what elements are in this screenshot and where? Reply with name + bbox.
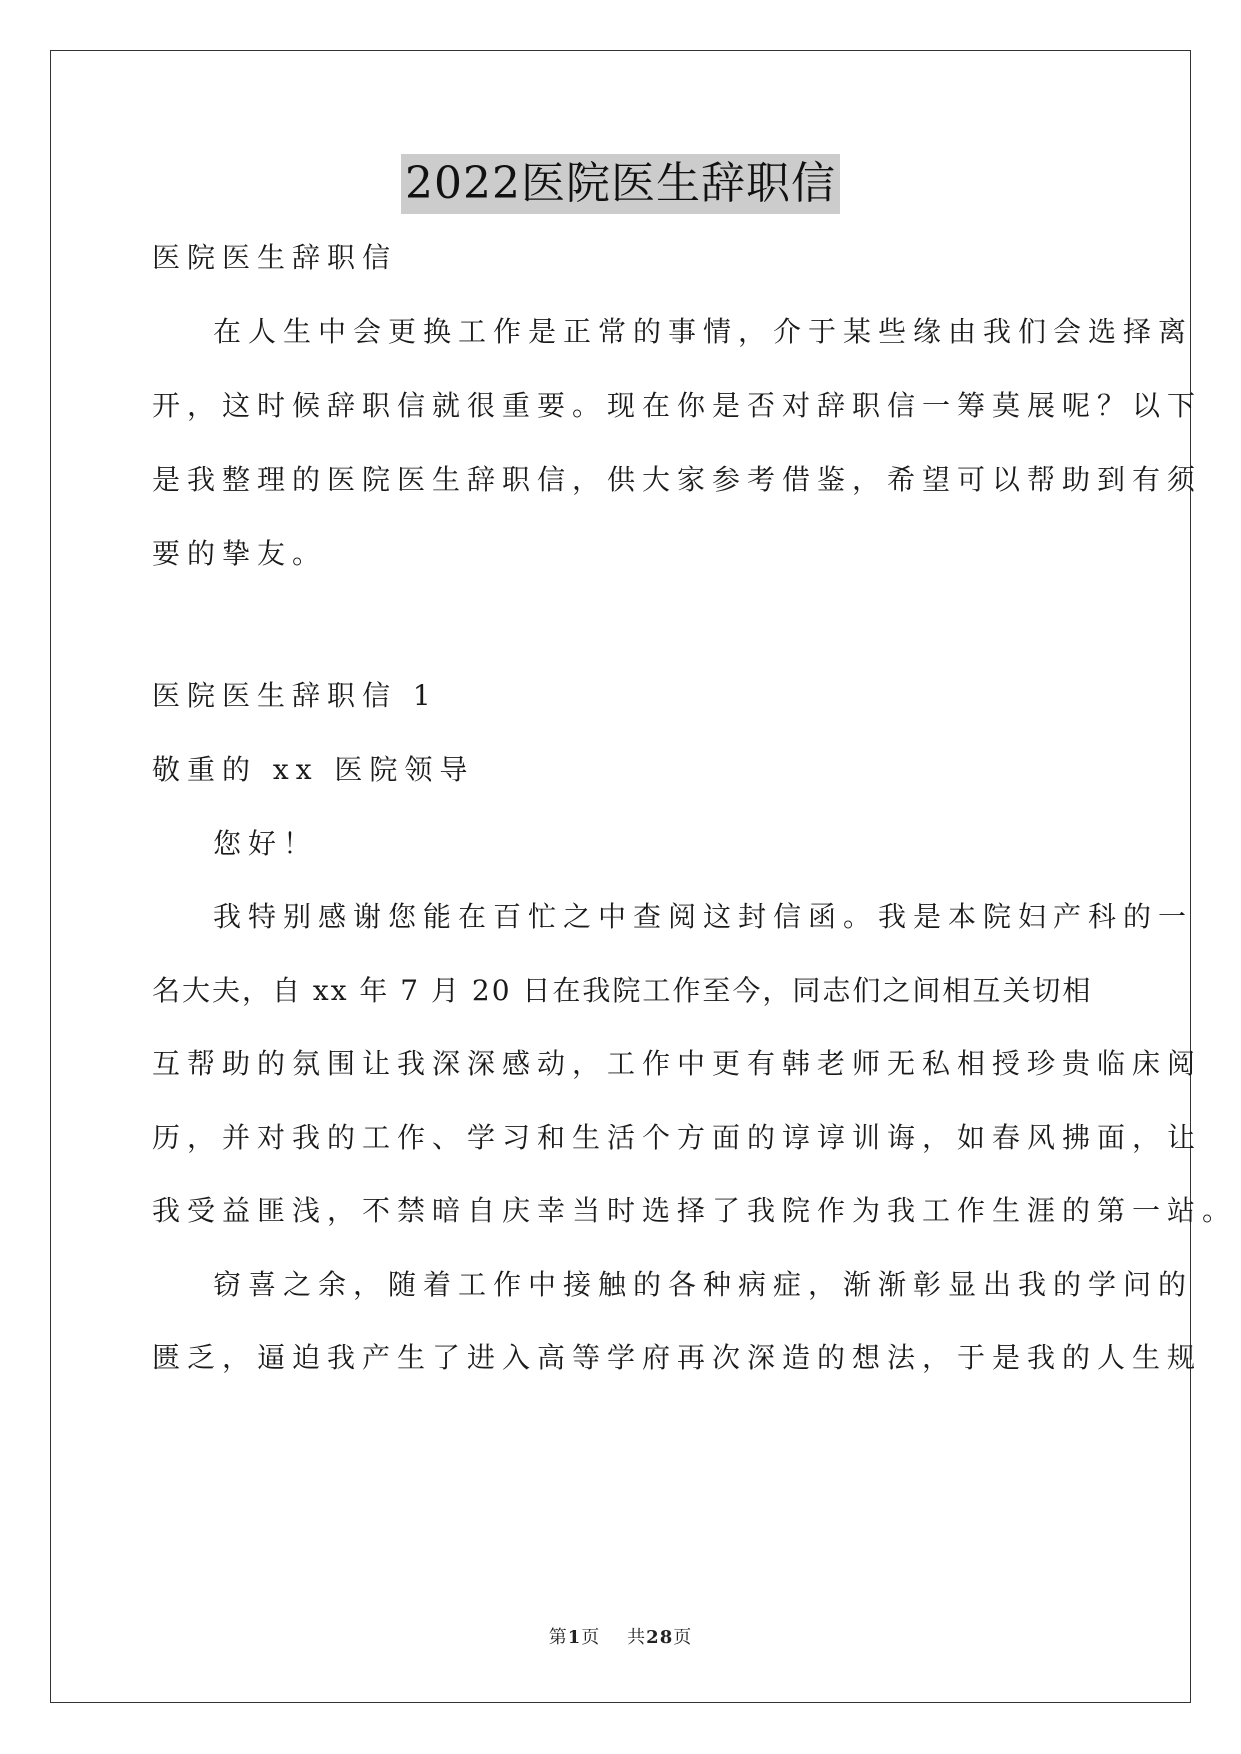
intro-paragraph-line: 开，这时候辞职信就很重要。现在你是否对辞职信一筹莫展呢？以下 bbox=[152, 389, 1203, 422]
total-prefix: 共 bbox=[627, 1627, 647, 1648]
page-border bbox=[50, 50, 1194, 1703]
body-paragraph-line: 历，并对我的工作、学习和生活个方面的谆谆训诲，如春风拂面，让 bbox=[152, 1121, 1203, 1154]
title-container bbox=[0, 154, 1241, 214]
salutation-line: 敬重的 xx 医院领导 bbox=[152, 753, 475, 786]
body-paragraph-line: 我受益匪浅，不禁暗自庆幸当时选择了我院作为我工作生涯的第一站。 bbox=[152, 1194, 1238, 1227]
page-footer bbox=[0, 1626, 1241, 1650]
intro-paragraph-line: 在人生中会更换工作是正常的事情，介于某些缘由我们会选择离 bbox=[213, 315, 1194, 348]
greeting-line: 您好！ bbox=[213, 827, 319, 860]
intro-paragraph-line: 要的挚友。 bbox=[152, 537, 328, 570]
page-unit: 页 bbox=[581, 1627, 601, 1648]
section-heading: 医院医生辞职信 1 bbox=[152, 679, 438, 712]
current-page-number: 1 bbox=[567, 1627, 582, 1648]
body-paragraph-line: 我特别感谢您能在百忙之中查阅这封信函。我是本院妇产科的一 bbox=[213, 900, 1194, 933]
document-title: 2022医院医生辞职信 bbox=[401, 154, 840, 214]
intro-paragraph-line: 是我整理的医院医生辞职信，供大家参考借鉴，希望可以帮助到有须 bbox=[152, 463, 1203, 496]
total-unit: 页 bbox=[673, 1627, 693, 1648]
page-prefix: 第 bbox=[548, 1627, 568, 1648]
subtitle-line: 医院医生辞职信 bbox=[152, 241, 398, 274]
total-pages-number: 28 bbox=[646, 1627, 674, 1648]
body-paragraph-line: 名大夫，自 xx 年 7 月 20 日在我院工作至今，同志们之间相互关切相 bbox=[152, 974, 1093, 1007]
body-paragraph-line: 互帮助的氛围让我深深感动，工作中更有韩老师无私相授珍贵临床阅 bbox=[152, 1047, 1203, 1080]
body-paragraph-line: 窃喜之余，随着工作中接触的各种病症，渐渐彰显出我的学问的 bbox=[213, 1268, 1194, 1301]
body-paragraph-line: 匮乏，逼迫我产生了进入高等学府再次深造的想法，于是我的人生规 bbox=[152, 1341, 1203, 1374]
